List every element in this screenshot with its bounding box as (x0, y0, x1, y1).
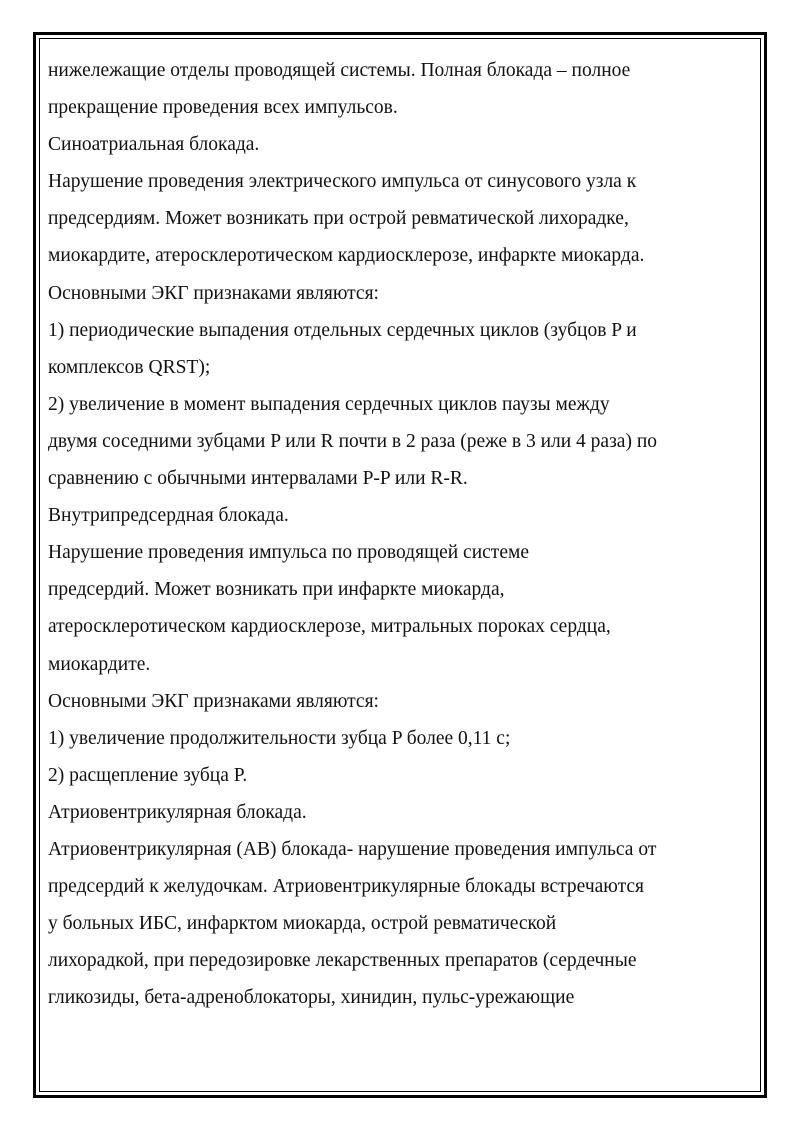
section-heading: Атриовентрикулярная блокада. (48, 801, 307, 823)
text-line: Нарушение проведения электрического импульса от синусового узла к (48, 171, 637, 193)
text-line: миокардите. (48, 653, 151, 675)
document-text (48, 52, 738, 1016)
text-line: комплексов QRST); (48, 356, 211, 378)
text-line: Основными ЭКГ признаками являются: (48, 282, 379, 304)
text-line: у больных ИБС, инфарктом миокарда, острой ревматической (48, 913, 557, 935)
list-item: 2) расщепление зубца P. (48, 764, 248, 786)
text-line: Основными ЭКГ признаками являются: (48, 690, 379, 712)
text-line: двумя соседними зубцами P или R почти в 2 раза (реже в 3 или 4 раза) по (48, 430, 658, 452)
text-line: атеросклеротическом кардиосклерозе, митральных пороках сердца, (48, 616, 611, 638)
text-line: предсердиям. Может возникать при острой ревматической лихорадке, (48, 208, 629, 230)
text-line: Атриовентрикулярная (АВ) блокада- нарушение проведения импульса от (48, 838, 657, 860)
list-item: 1) периодические выпадения отдельных сердечных циклов (зубцов P и (48, 319, 637, 341)
section-heading: Внутрипредсердная блокада. (48, 505, 289, 527)
text-line: сравнению с обычными интервалами P-P или R-R. (48, 468, 468, 490)
text-line: гликозиды, бета-адреноблокаторы, хинидин, пульс-урежающие (48, 987, 575, 1009)
list-item: 2) увеличение в момент выпадения сердечных циклов паузы между (48, 393, 610, 415)
text-line: миокардите, атеросклеротическом кардиосклерозе, инфаркте миокарда. (48, 245, 645, 267)
list-item: 1) увеличение продолжительности зубца P более 0,11 с; (48, 727, 511, 749)
text-line: лихорадкой, при передозировке лекарственных препаратов (сердечные (48, 950, 637, 972)
text-line: Нарушение проведения импульса по проводящей системе (48, 542, 529, 564)
section-heading: Синоатриальная блокада. (48, 134, 260, 156)
text-line: нижележащие отделы проводящей системы. Полная блокада – полное (48, 60, 631, 81)
text-line: предсердий к желудочкам. Атриовентрикулярные блоκады встречаются (48, 876, 645, 898)
text-line: прекращение проведения всех импульсов. (48, 97, 398, 119)
text-line: предсердий. Может возникать при инфаркте миокарда, (48, 579, 505, 601)
